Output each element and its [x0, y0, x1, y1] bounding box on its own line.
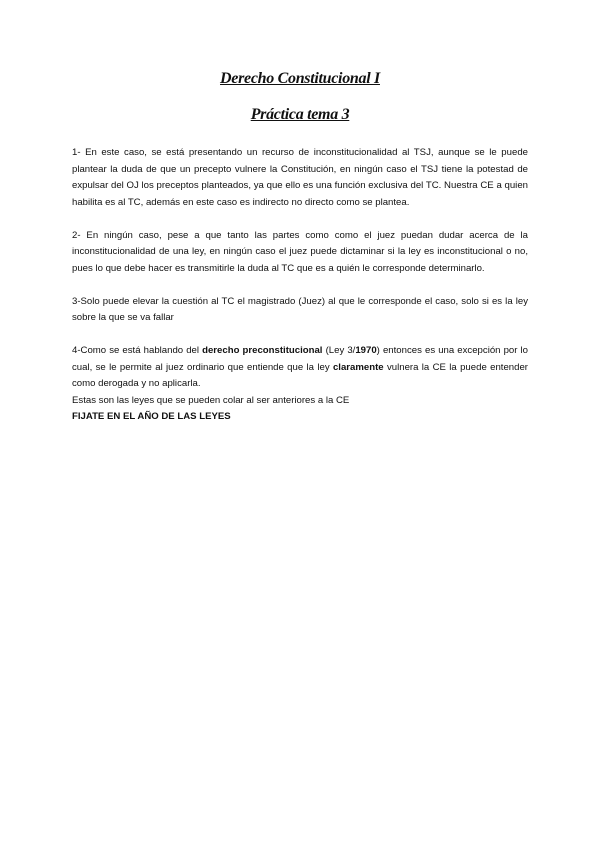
paragraph-4-bold: derecho preconstitucional [202, 345, 323, 356]
paragraph-2: 2- En ningún caso, pese a que tanto las partes como como el juez puedan dudar acerca de la inconstitucionalidad de una ley, en ningún caso el juez puede dictaminar si la ley es inconstitucional o no, pues lo que debe hacer es transmitirle la duda al TC que es a quién le corresponde determinarlo. [72, 229, 528, 274]
document-subtitle: Práctica tema 3 [250, 106, 350, 123]
paragraph-4-bold: 1970 [355, 345, 377, 356]
paragraph-1: 1- En este caso, se está presentando un recurso de inconstitucionalidad al TSJ, aunque se le puede plantear la duda de que un precepto vulnere la Constitución, en ningún caso el TSJ tiene la potestad de expulsar del OJ los preceptos planteados, ya que ello es una función exclusiva del TC. Nuestra CE a quien habilita es al TC, además en este caso es indirecto no directo como se plantea. [72, 147, 528, 208]
document-title: Derecho Constitucional I [220, 70, 380, 87]
paragraph-3: 3-Solo puede elevar la cuestión al TC el magistrado (Juez) al que le corresponde el caso, solo si es la ley sobre la que se va fallar [72, 295, 528, 323]
note-line: Estas son las leyes que se pueden colar al ser anteriores a la CE [72, 394, 350, 406]
paragraph-4-text: ) entonces es una excepción por lo cual, se le permite al juez ordinario que entiende que la ley [72, 345, 528, 373]
paragraph-4-bold: claramente [332, 361, 384, 373]
emphasis-line: FIJATE EN EL AÑO DE LAS LEYES [72, 411, 231, 422]
paragraph-4 [72, 343, 528, 393]
paragraph-4-text: 4-Como se está hablando del [72, 345, 203, 356]
paragraph-4-text: (Ley 3/ [322, 345, 356, 356]
paragraph-4-text: vulnera la CE la puede entender como derogada y no aplicarla. [72, 361, 528, 389]
document-body [72, 145, 528, 426]
